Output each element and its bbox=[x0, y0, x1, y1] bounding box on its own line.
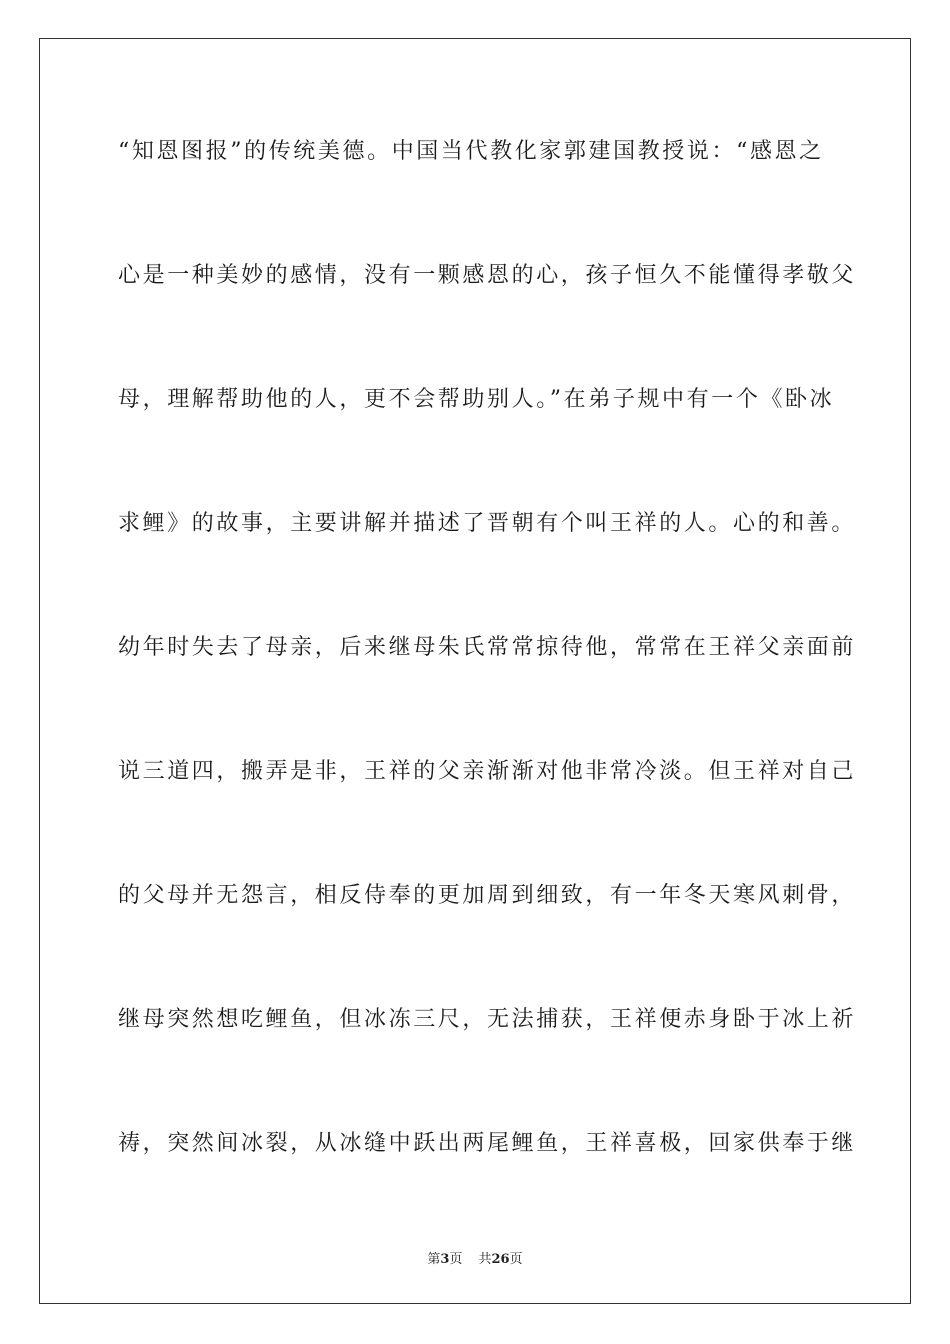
text-line: 心是一种美妙的感情，没有一颗感恩的心，孩子恒久不能懂得孝敬父 bbox=[118, 263, 857, 288]
text-line: 继母突然想吃鲤鱼，但冰冻三尺，无法捕获，王祥便赤身卧于冰上祈 bbox=[118, 1007, 857, 1032]
page-suffix: 页 bbox=[449, 1252, 463, 1267]
text-line: 母，理解帮助他的人，更不会帮助别人。”在弟子规中有一个《卧冰 bbox=[118, 387, 835, 412]
text-line: 祷，突然间冰裂，从冰缝中跃出两尾鲤鱼，王祥喜极，回家供奉于继 bbox=[118, 1131, 857, 1156]
total-prefix: 共 bbox=[478, 1252, 492, 1267]
page-footer bbox=[0, 1248, 950, 1267]
page-number: 3 bbox=[440, 1252, 450, 1267]
text-line: 说三道四，搬弄是非，王祥的父亲渐渐对他非常冷淡。但王祥对自己 bbox=[118, 759, 857, 784]
text-line: 幼年时失去了母亲，后来继母朱氏常常掠待他，常常在王祥父亲面前 bbox=[118, 635, 857, 660]
document-body bbox=[118, 131, 857, 1247]
text-line: 的父母并无怨言，相反侍奉的更加周到细致，有一年冬天寒风刺骨， bbox=[118, 883, 857, 908]
text-line: “知恩图报”的传统美德。中国当代教化家郭建国教授说：“感恩之 bbox=[118, 139, 824, 164]
total-pages: 26 bbox=[491, 1252, 510, 1267]
total-suffix: 页 bbox=[509, 1252, 523, 1267]
text-line: 求鲤》的故事，主要讲解并描述了晋朝有个叫王祥的人。心的和善。 bbox=[118, 511, 857, 536]
page-prefix: 第 bbox=[427, 1252, 441, 1267]
